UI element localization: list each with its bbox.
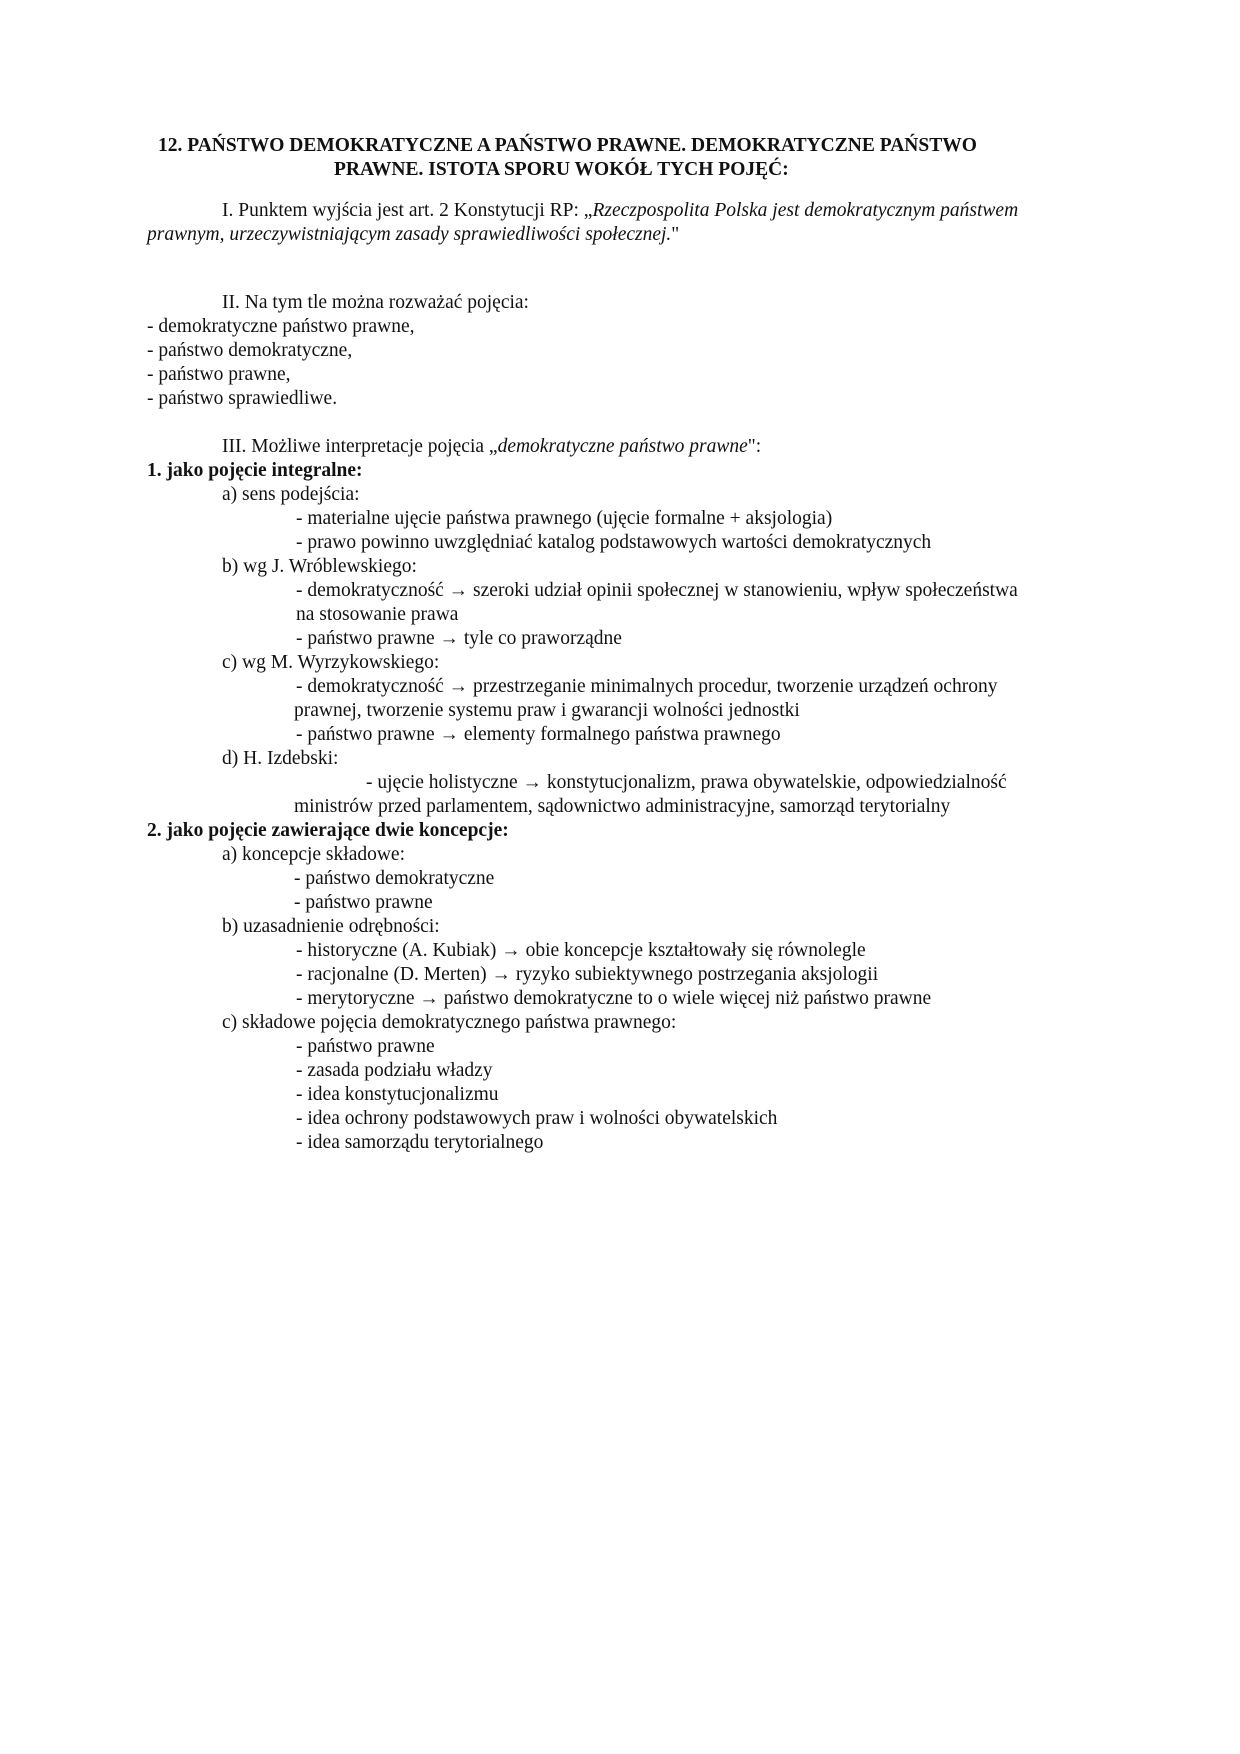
point-2c-item: - zasada podziału władzy bbox=[296, 1060, 493, 1081]
point-1a-label: a) sens podejścia: bbox=[222, 484, 360, 505]
point-2b-label: b) uzasadnienie odrębności: bbox=[222, 916, 440, 937]
quote-close: " bbox=[671, 224, 680, 245]
point-2b-item: - racjonalne (D. Merten) → ryzyko subiektywnego postrzegania aksjologii bbox=[296, 964, 879, 985]
point-1b-item: - demokratyczność → szeroki udział opinii społecznej w stanowieniu, wpływ społeczeństwa bbox=[296, 580, 1018, 601]
section-3-intro-prefix: III. Możliwe interpretacje pojęcia „ bbox=[222, 436, 498, 457]
point-1b-item: - państwo prawne → tyle co praworządne bbox=[296, 628, 622, 649]
point-2c-label: c) składowe pojęcia demokratycznego państwa prawnego: bbox=[222, 1012, 677, 1033]
point-2c-item: - idea ochrony podstawowych praw i wolności obywatelskich bbox=[296, 1108, 778, 1129]
section-1-line-1 bbox=[222, 199, 1018, 223]
point-2a-item: - państwo demokratyczne bbox=[294, 868, 495, 889]
section-3-intro-term: demokratyczne państwo prawne bbox=[497, 436, 748, 457]
point-2a-item: - państwo prawne bbox=[294, 892, 433, 913]
point-1b-item-continued: na stosowanie prawa bbox=[296, 604, 459, 625]
constitution-quote-part-2: prawnym, urzeczywistniającym zasady sprawiedliwości społecznej. bbox=[147, 224, 672, 245]
point-1d-item: - ujęcie holistyczne → konstytucjonalizm, prawa obywatelskie, odpowiedzialność bbox=[366, 772, 1007, 793]
section-3-intro-suffix: ": bbox=[747, 436, 762, 457]
point-1c-item: - demokratyczność → przestrzeganie minimalnych procedur, tworzenie urządzeń ochrony bbox=[296, 676, 998, 697]
title-line-1: 12. PAŃSTWO DEMOKRATYCZNE A PAŃSTWO PRAWNE. DEMOKRATYCZNE PAŃSTWO bbox=[158, 135, 977, 156]
point-2c-item: - idea konstytucjonalizmu bbox=[296, 1084, 499, 1105]
constitution-quote-part-1: Rzeczpospolita Polska jest demokratycznym państwem bbox=[592, 200, 1019, 221]
section-2-intro: II. Na tym tle można rozważać pojęcia: bbox=[222, 292, 529, 313]
point-1b-label: b) wg J. Wróblewskiego: bbox=[222, 556, 417, 577]
section-1-line-2 bbox=[147, 223, 679, 247]
concept-list-item: - państwo prawne, bbox=[147, 364, 291, 385]
point-2c-item: - państwo prawne bbox=[296, 1036, 435, 1057]
point-1-heading: 1. jako pojęcie integralne: bbox=[147, 460, 363, 481]
concept-list-item: - demokratyczne państwo prawne, bbox=[147, 316, 415, 337]
concept-list-item: - państwo sprawiedliwe. bbox=[147, 388, 338, 409]
point-2-heading: 2. jako pojęcie zawierające dwie koncepcje: bbox=[147, 820, 509, 841]
point-1a-item: - prawo powinno uwzględniać katalog podstawowych wartości demokratycznych bbox=[296, 532, 932, 553]
point-1c-item: - państwo prawne → elementy formalnego państwa prawnego bbox=[296, 724, 781, 745]
point-2a-label: a) koncepcje składowe: bbox=[222, 844, 406, 865]
point-2b-item: - historyczne (A. Kubiak) → obie koncepcje kształtowały się równolegle bbox=[296, 940, 866, 961]
point-1c-item-continued: prawnej, tworzenie systemu praw i gwarancji wolności jednostki bbox=[294, 700, 800, 721]
point-2b-item: - merytoryczne → państwo demokratyczne to o wiele więcej niż państwo prawne bbox=[296, 988, 932, 1009]
point-1d-item-continued: ministrów przed parlamentem, sądownictwo administracyjne, samorząd terytorialny bbox=[294, 796, 951, 817]
concept-list-item: - państwo demokratyczne, bbox=[147, 340, 353, 361]
point-2c-item: - idea samorządu terytorialnego bbox=[296, 1132, 544, 1153]
section-3-intro bbox=[222, 435, 761, 459]
point-1c-label: c) wg M. Wyrzykowskiego: bbox=[222, 652, 440, 673]
title-line-2: PRAWNE. ISTOTA SPORU WOKÓŁ TYCH POJĘĆ: bbox=[334, 159, 789, 180]
point-1a-item: - materialne ujęcie państwa prawnego (ujęcie formalne + aksjologia) bbox=[296, 508, 833, 529]
point-1d-label: d) H. Izdebski: bbox=[222, 748, 339, 769]
section-1-prefix: I. Punktem wyjścia jest art. 2 Konstytucji RP: „ bbox=[222, 200, 593, 221]
